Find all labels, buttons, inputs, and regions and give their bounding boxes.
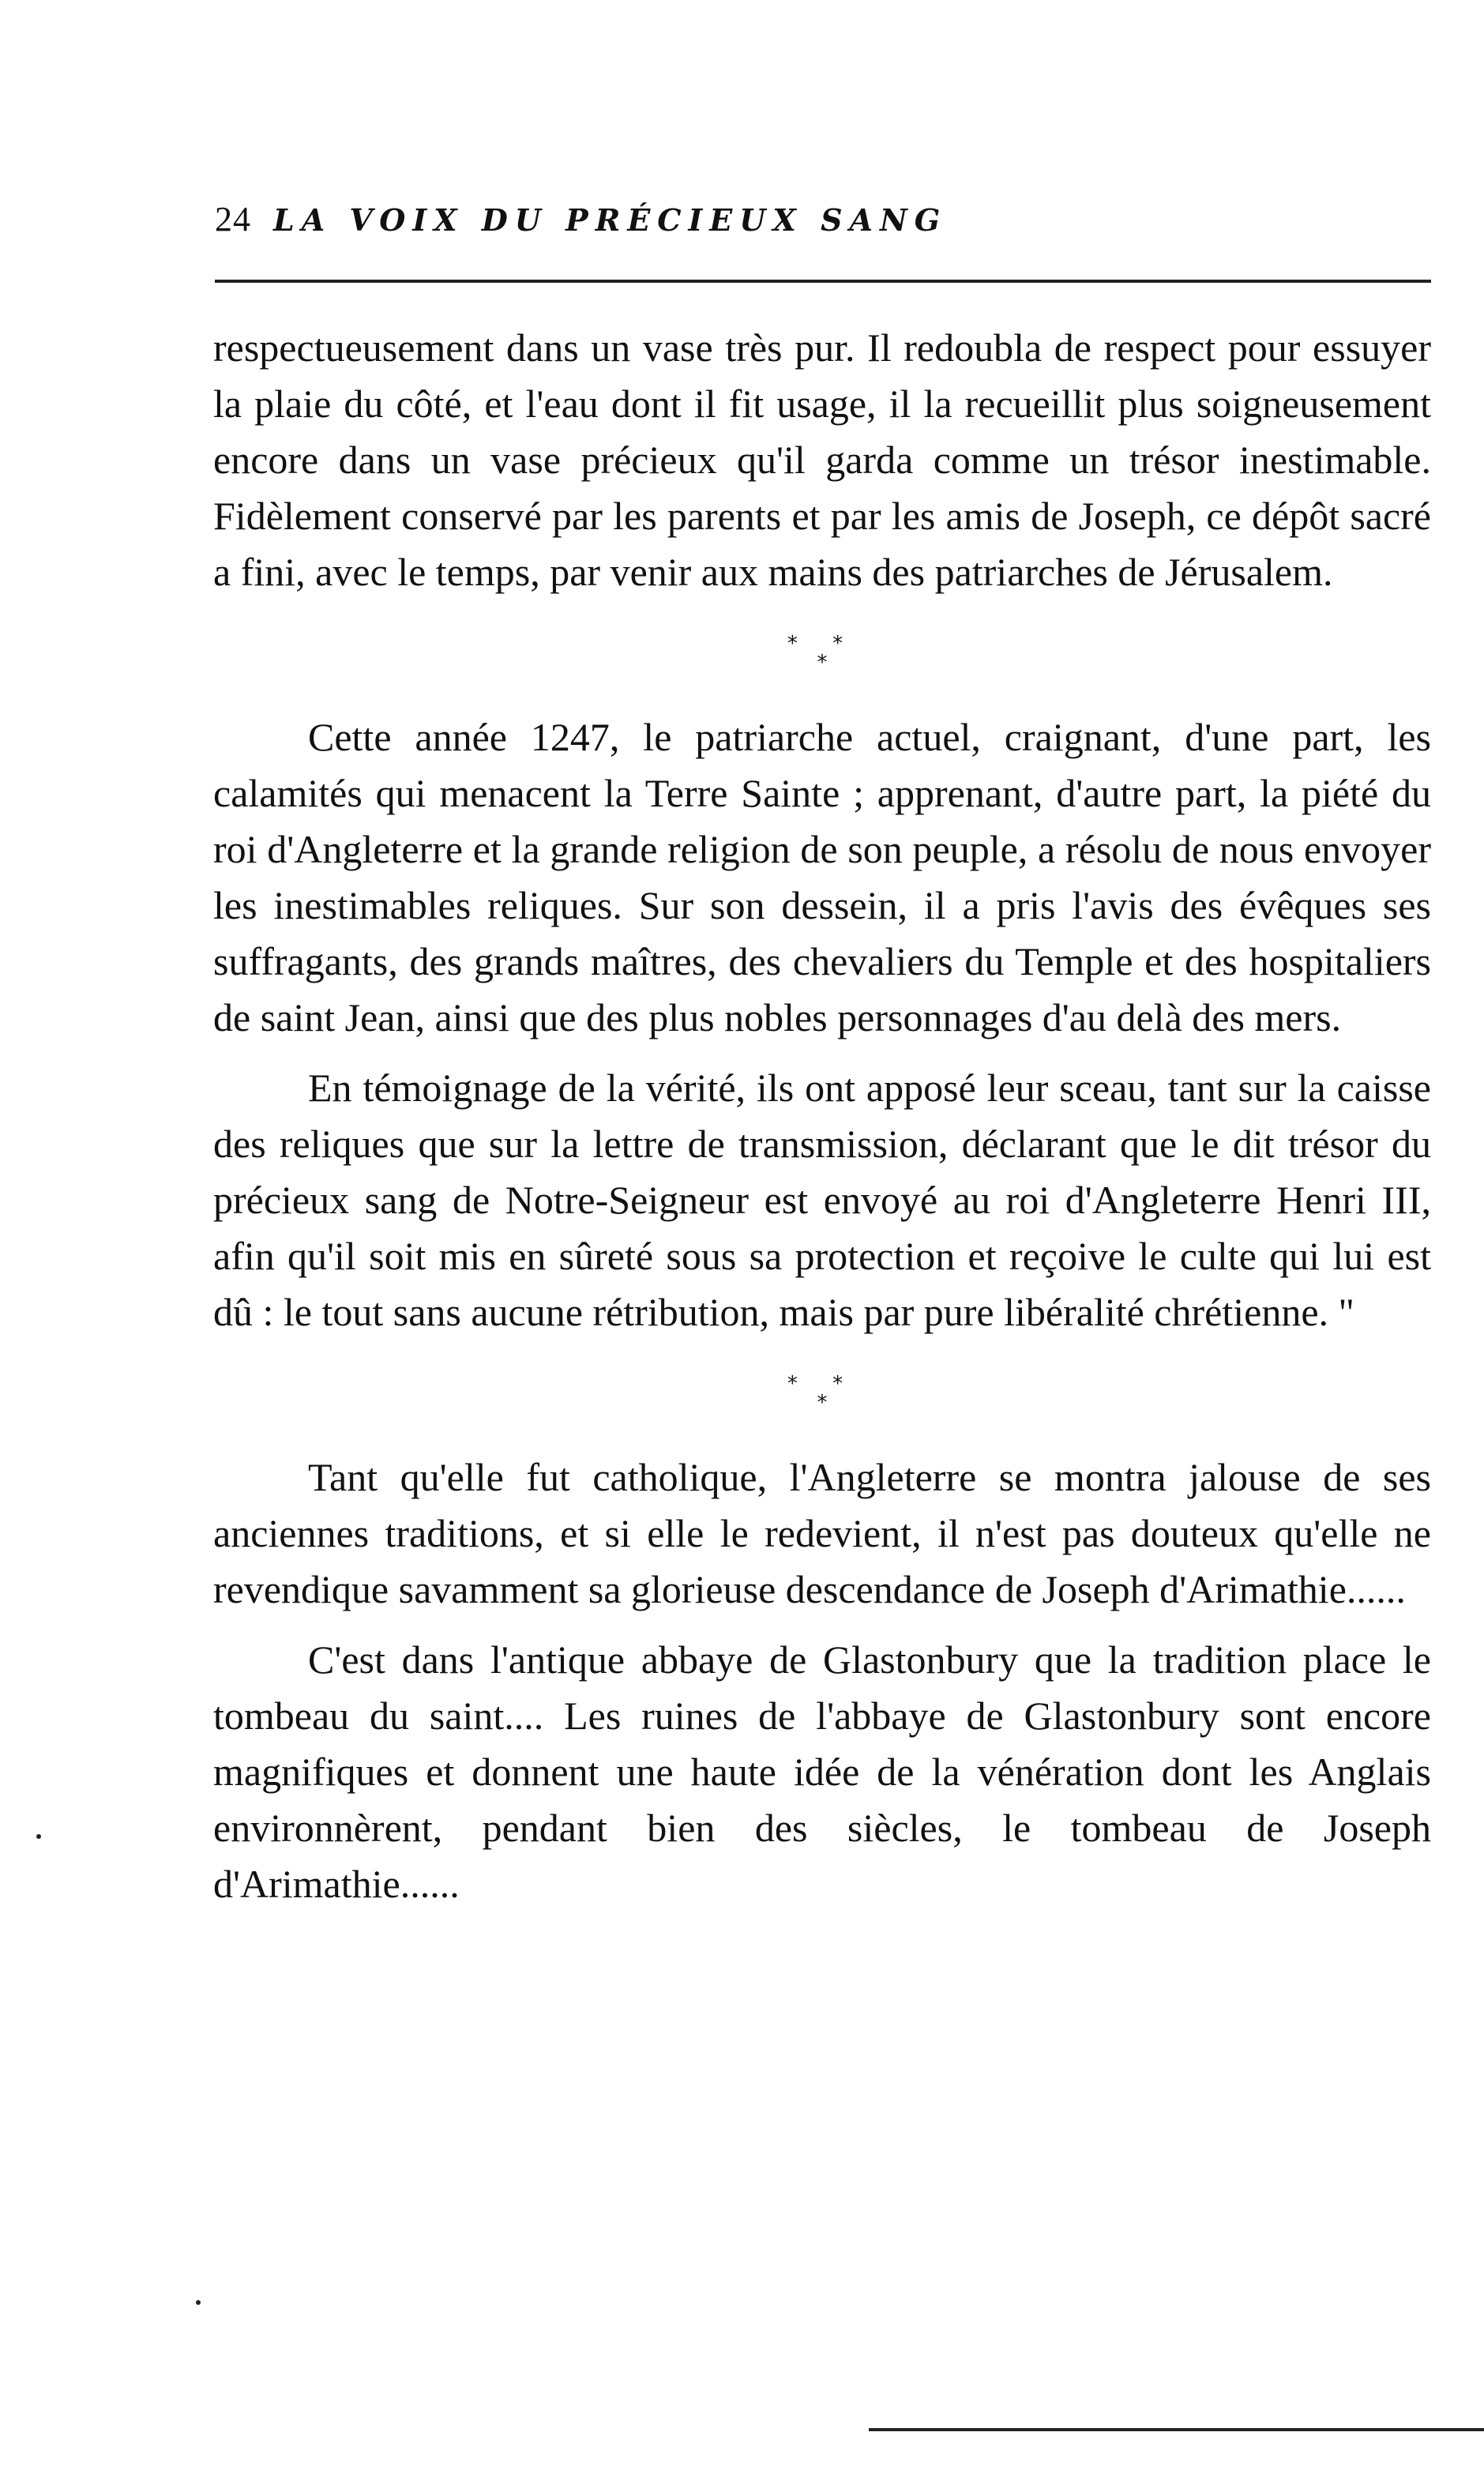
- stray-mark: [196, 2300, 201, 2305]
- body-text: [213, 320, 1431, 1912]
- paragraph-2: Cette année 1247, le patriarche actuel, craignant, d'une part, les calamités qui menacent la Terre Sainte ; apprenant, d'autre part, la piété du roi d'Angleterre et la grande religion de son peuple, a résolu de nous envoyer les inestimables reliques. Sur son dessein, il a pris l'avis des évêques ses suffragants, des grands maîtres, des chevaliers du Temple et des hospitaliers de saint Jean, ainsi que des plus nobles personnages d'au delà des mers.: [213, 715, 1431, 1039]
- bottom-rule: [869, 2428, 1484, 2431]
- separator-stars-top: * *: [787, 1372, 858, 1396]
- page-header: [215, 199, 1431, 254]
- separator-stars-top: * *: [787, 632, 858, 656]
- paragraph-1: respectueusement dans un vase très pur. Il redoubla de respect pour essuyer la plaie du côté, et l'eau dont il fit usage, il la recueillit plus soigneusement encore dans un vase précieux qu'il garda comme un trésor inestimable. Fidèlement conservé par les parents et par les amis de Joseph, ce dépôt sacré a fini, avec le temps, par venir aux mains des patriarches de Jérusalem.: [213, 325, 1431, 594]
- paragraph-3: En témoignage de la vérité, ils ont apposé leur sceau, tant sur la caisse des reliques que sur la lettre de transmission, déclarant que le dit trésor du précieux sang de Notre-Seigneur est envoyé au roi d'Angleterre Henri III, afin qu'il soit mis en sûreté sous sa protection et reçoive le culte qui lui est dû : le tout sans aucune rétribution, mais par pure libéralité chrétienne. ": [213, 1066, 1431, 1334]
- section-separator-1: [213, 633, 1431, 673]
- paragraph-4: Tant qu'elle fut catholique, l'Angleterre se montra jalouse de ses anciennes traditions, et si elle le redevient, il n'est pas douteux qu'elle ne revendique savamment sa glorieuse descendance de Joseph d'Arimathie......: [213, 1455, 1431, 1611]
- running-title: LA VOIX DU PRÉCIEUX SANG: [273, 202, 948, 238]
- separator-star-bottom: *: [817, 1391, 828, 1415]
- page-number: 24: [215, 200, 251, 239]
- separator-star-bottom: *: [817, 651, 828, 675]
- section-separator-2: [213, 1374, 1431, 1413]
- paragraph-5: C'est dans l'antique abbaye de Glastonbury que la tradition place le tombeau du saint.... Les ruines de l'abbaye de Glastonbury sont encore magnifiques et donnent une haute idée de la vénération dont les Anglais environnèrent, pendant bien des siècles, le tombeau de Joseph d'Arimathie......: [213, 1637, 1431, 1906]
- stray-mark: [36, 1834, 41, 1839]
- header-rule: [215, 280, 1431, 283]
